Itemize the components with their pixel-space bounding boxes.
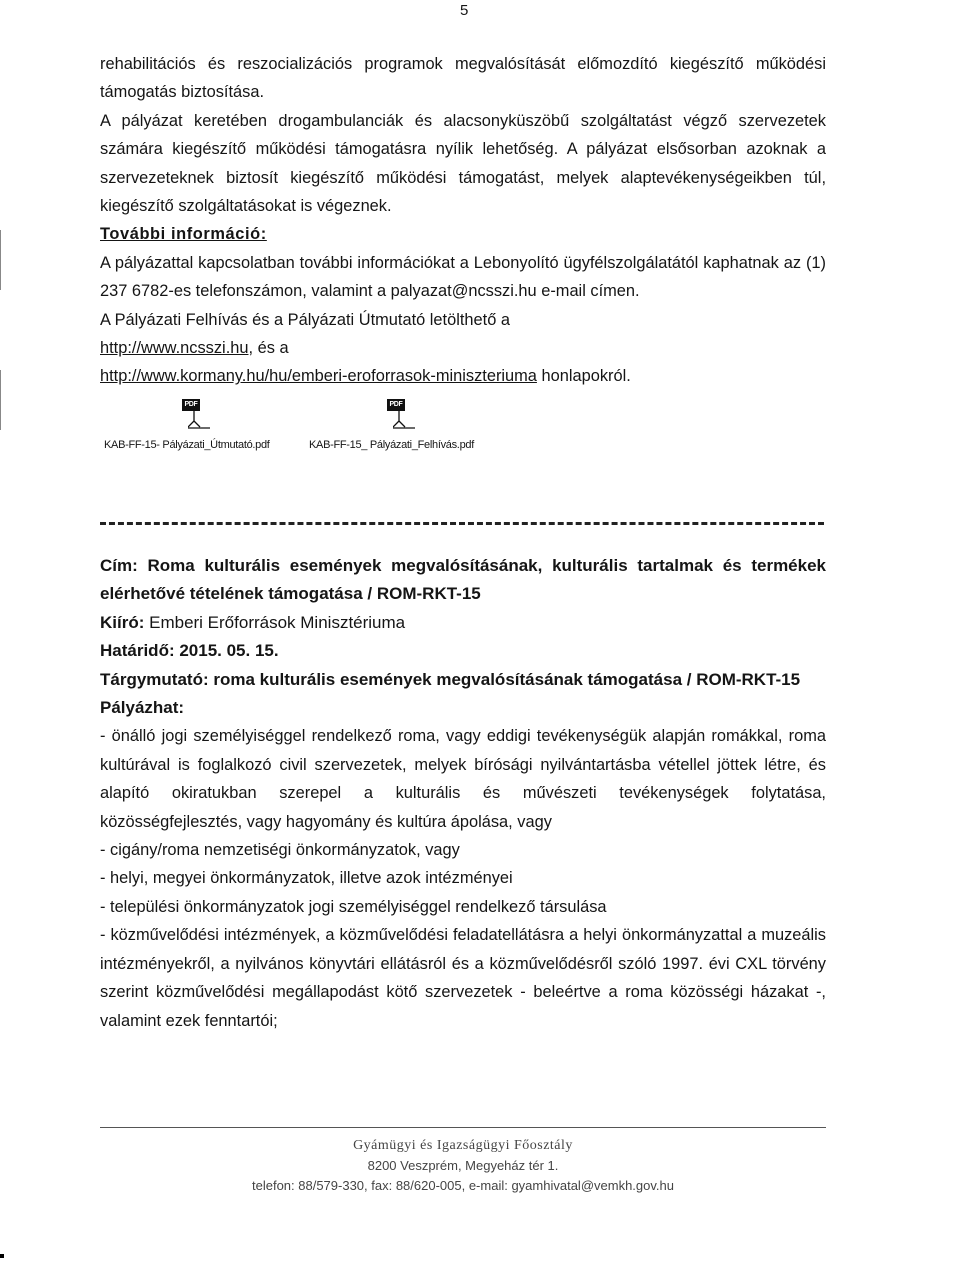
pdf-badge: PDF xyxy=(182,399,200,411)
issuer-value: Emberi Erőforrások Minisztériuma xyxy=(144,612,406,632)
more-info-heading: További információ: xyxy=(100,225,267,244)
grant-title xyxy=(100,552,826,609)
title-value: Roma kulturális események megvalósításának, kulturális tartalmak és termékek elérhetővé tételének támogatása / ROM-RKT-15 xyxy=(100,556,826,604)
eligible-item: - cigány/roma nemzetiségi önkormányzatok, vagy xyxy=(100,841,460,860)
subject-label: Tárgymutató: xyxy=(100,669,209,689)
eligible-item: - önálló jogi személyiséggel rendelkező roma, vagy eddigi tevékenységük alapján romákkal, roma kultúrával is foglalkozó civil szervezetek, melyek bírósági nyilvántartásba vétellel jöttek létre, és alapító okiratukban szerepel a kulturális és művészeti tevékenységek folytatása, közösségfejlesztés, vagy hagyomány és kultúra ápolása, vagy xyxy=(100,727,826,831)
page-footer xyxy=(100,1127,826,1196)
grant-issuer xyxy=(100,609,826,637)
and-text: , és a xyxy=(248,339,289,358)
more-info-text: A pályázattal kapcsolatban további információkat a Lebonyolító ügyfélszolgálatától kaphatnak az (1) 237 6782-es telefonszámon, valamint a palyazat@ncsszi.hu e-mail címen. xyxy=(100,253,826,301)
eligible-item: - helyi, megyei önkormányzatok, illetve azok intézményei xyxy=(100,869,513,888)
title-label: Cím: xyxy=(100,556,138,575)
attachment-felhivas[interactable] xyxy=(309,399,474,451)
intro-paragraph-1: rehabilitációs és reszocializációs programok megvalósítását előmozdító kiegészítő működési támogatás biztosítása. xyxy=(100,55,826,102)
pdf-badge: PDF xyxy=(387,399,405,411)
download-text xyxy=(100,306,826,391)
attachment-label: KAB-FF-15- Pályázati_Útmutató.pdf xyxy=(104,438,270,451)
grant-deadline: Határidő: 2015. 05. 15. xyxy=(100,641,279,661)
grant-subject xyxy=(100,666,826,694)
kormany-link[interactable]: http://www.kormany.hu/hu/emberi-eroforrasok-miniszteriuma xyxy=(100,367,537,386)
attachments xyxy=(100,399,826,489)
download-prefix: A Pályázati Felhívás és a Pályázati Útmutató letölthető a xyxy=(100,310,510,329)
scan-edge-mark xyxy=(0,370,1,430)
eligible-item: - közművelődési intézmények, a közművelődési feladatellátásra a helyi önkormányzattal a muzeális intézményekről, a nyilvános könyvtári ellátásról és a közművelődésről szóló 1997. évi CXL törvény szerint közművelődési megállapodást kötő szervezetek - beleértve a roma közösségi házakat -, valamint ezek fenntartói; xyxy=(100,926,826,1030)
scan-edge-mark xyxy=(0,230,1,290)
attachment-utmutato[interactable] xyxy=(104,399,270,451)
ncsszi-link[interactable]: http://www.ncsszi.hu xyxy=(100,339,249,358)
footer-contact: telefon: 88/579-330, fax: 88/620-005, e-mail: gyamhivatal@vemkh.gov.hu xyxy=(252,1178,674,1193)
pdf-icon xyxy=(387,399,417,429)
download-suffix: honlapokról. xyxy=(536,367,631,386)
subject-value: roma kulturális események megvalósításának támogatása / ROM-RKT-15 xyxy=(208,669,801,689)
dashed-divider xyxy=(100,522,824,525)
grant-section xyxy=(100,552,826,1035)
eligible-heading: Pályázhat: xyxy=(100,698,185,718)
pdf-icon xyxy=(182,399,212,429)
footer-address: 8200 Veszprém, Megyeház tér 1. xyxy=(367,1158,559,1173)
intro-section xyxy=(100,50,826,489)
eligible-item: - települési önkormányzatok jogi személyiséggel rendelkező társulása xyxy=(100,897,607,916)
page-number: 5 xyxy=(460,2,469,19)
footer-org: Gyámügyi és Igazságügyi Főosztály xyxy=(353,1138,573,1153)
issuer-label: Kiíró: xyxy=(100,612,145,632)
intro-paragraph-2: A pályázat keretében drogambulanciák és alacsonyküszöbű szolgáltatást végző szervezetek számára kiegészítő működési támogatásra nyílik lehetőség. A pályázat elsősorban azoknak a szervezeteknek biztosít kiegészítő működési támogatást, melyek alaptevékenységeikben túl, kiegészítő szolgáltatásokat is végeznek. xyxy=(100,111,826,216)
scan-dot xyxy=(0,1254,4,1258)
attachment-label: KAB-FF-15_ Pályázati_Felhívás.pdf xyxy=(309,438,474,451)
